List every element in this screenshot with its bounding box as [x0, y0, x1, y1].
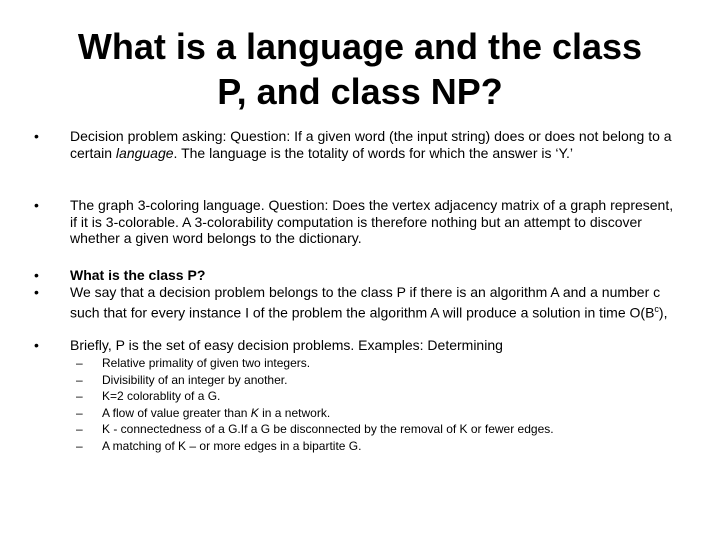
subitem-text-part: in a network.: [258, 406, 331, 420]
bullet-icon: •: [34, 197, 39, 213]
bullet-text-part: . The language is the totality of words for which the answer is ‘Y.’: [173, 144, 574, 161]
bullet-text: The graph 3-coloring language. Question: Does the vertex adjacency matrix of a graph represent, if it is 3-colorable. A 3-colorability computation is therefore nothing but an attempt to discover whether a given word belongs to the dictionary.: [70, 197, 674, 246]
bullet-icon: •: [34, 267, 39, 283]
title-line-1: What is a language and the class: [77, 26, 643, 67]
bullet-icon: •: [34, 284, 39, 300]
dash-icon: –: [76, 439, 83, 453]
subitem-text-emphasis: K: [250, 406, 259, 420]
bullet-text-superscript: c: [654, 303, 659, 314]
subitem-text: [102, 405, 692, 421]
bullet-text-part: Decision problem asking: Question: If a given word (the input string) does or does not belong to a certain: [70, 128, 672, 161]
bullet-text-part: We say that a decision problem belongs to the class P if there is an algorithm A and a number c such that for every instance I of the problem the algorithm A will produce a solution in time O(B: [70, 284, 661, 321]
bullet-heading: [70, 267, 682, 284]
bullet-text: [70, 128, 682, 161]
bullet-icon: •: [34, 337, 39, 353]
dash-icon: –: [76, 373, 83, 387]
subitem-text: Divisibility of an integer by another.: [102, 373, 288, 387]
bullet-icon: •: [34, 128, 39, 144]
subitem-text: Relative primality of given two integers.: [102, 356, 311, 370]
dash-icon: –: [76, 389, 83, 403]
subitem-text: K - connectedness of a G.If a G be disconnected by the removal of K or fewer edges.: [102, 422, 554, 436]
title-line-2: P, and class NP?: [217, 71, 503, 112]
bullet-text-emphasis: language: [115, 144, 174, 161]
dash-icon: –: [76, 356, 83, 370]
subitem-text: A matching of K – or more edges in a bipartite G.: [102, 439, 362, 453]
bullet-text: Briefly, P is the set of easy decision problems. Examples: Determining: [70, 337, 503, 353]
bullet-text-part: ),: [658, 304, 668, 321]
bullet-text: [70, 284, 682, 321]
dash-icon: –: [76, 406, 83, 420]
subitem-text-part: A flow of value greater than: [102, 406, 251, 420]
subitem-text: K=2 colorablity of a G.: [102, 389, 221, 403]
dash-icon: –: [76, 422, 83, 436]
slide-title: [20, 24, 700, 114]
bullet-heading-text: What is the class P?: [70, 267, 206, 283]
